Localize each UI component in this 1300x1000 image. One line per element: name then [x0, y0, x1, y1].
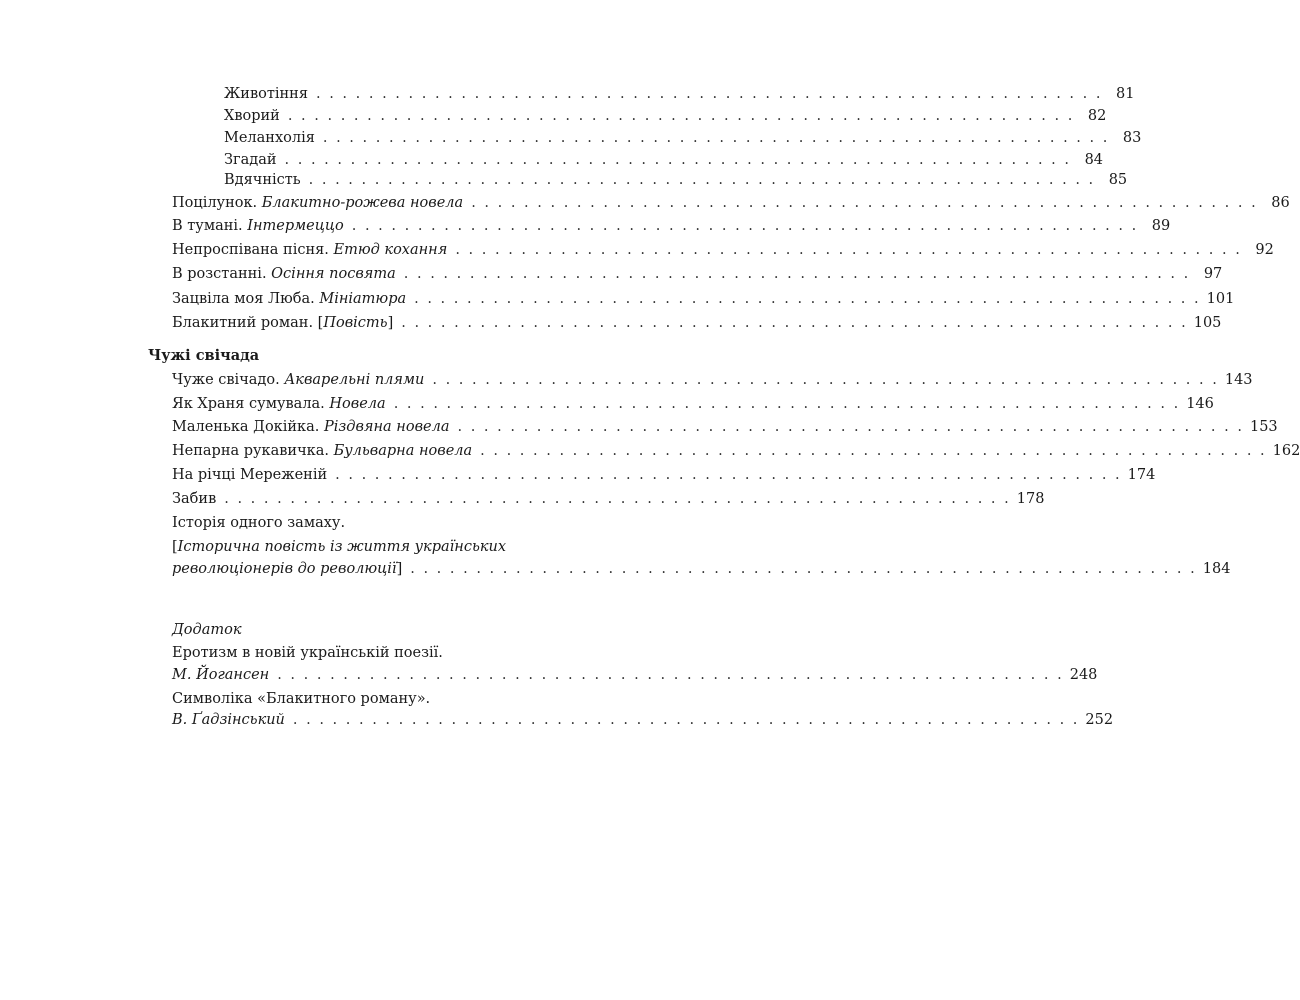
dot-leader: . . . . . . . . . . . . . . . . . . . . . . . . . . . . . . . . . . . . . . . . . . . . . . . . . . . . . . . . . . . .: [432, 372, 1219, 388]
entry-title: В тумані. Інтермеццо: [172, 218, 344, 234]
entry-title: Блакитний роман. [Повість]: [172, 315, 394, 331]
toc-entry: [172, 665, 1098, 685]
dot-leader: . . . . . . . . . . . . . . . . . . . . . . . . . . . . . . . . . . . . . . . . . . . . . . . . . . . . . . . . . . . .: [315, 86, 1103, 102]
page-number: 86: [1271, 195, 1290, 211]
dot-leader: . . . . . . . . . . . . . . . . . . . . . . . . . . . . . . . . . . . . . . . . . . . . . . . . . . . . . . . . . . . .: [335, 467, 1122, 483]
dot-leader: . . . . . . . . . . . . . . . . . . . . . . . . . . . . . . . . . . . . . . . . . . . . . . . . . . . . . . . . . . . .: [322, 130, 1110, 146]
page-number: 153: [1249, 419, 1278, 435]
toc-entry: [172, 441, 1300, 461]
toc-entry: [172, 240, 1274, 260]
toc-entry: [224, 170, 1128, 190]
dot-leader: . . . . . . . . . . . . . . . . . . . . . . . . . . . . . . . . . . . . . . . . . . . . . . . . . . . . . . . . . . . .: [287, 108, 1075, 124]
dot-leader: . . . . . . . . . . . . . . . . . . . . . . . . . . . . . . . . . . . . . . . . . . . . . . . . . . . . . . . . . . . .: [351, 218, 1139, 234]
appendix-heading: Додаток: [172, 622, 242, 638]
page-number: 248: [1069, 667, 1098, 683]
entry-subtitle: Мініатюра: [319, 291, 407, 307]
entry-title: Животіння: [224, 86, 308, 102]
page-number: 82: [1087, 108, 1107, 124]
page-number: 83: [1122, 130, 1142, 146]
toc-entry: [172, 394, 1214, 414]
entry-subtitle: Бульварна новела: [333, 443, 473, 459]
dot-leader: . . . . . . . . . . . . . . . . . . . . . . . . . . . . . . . . . . . . . . . . . . . . . . . . . . . . . . . . . . . .: [455, 242, 1242, 258]
entry-title-line: Еротизм в новій українській поезії.: [172, 645, 443, 661]
page-number: 162: [1272, 443, 1300, 459]
dot-leader: . . . . . . . . . . . . . . . . . . . . . . . . . . . . . . . . . . . . . . . . . . . . . . . . . . . . . . . . . . . .: [457, 419, 1244, 435]
dot-leader: . . . . . . . . . . . . . . . . . . . . . . . . . . . . . . . . . . . . . . . . . . . . . . . . . . . . . . . . . . . .: [410, 561, 1197, 577]
toc-entry: [172, 289, 1235, 309]
entry-subtitle-line: [Історична повість із життя українських: [172, 539, 507, 555]
entry-title: Вдячність: [224, 172, 301, 188]
entry-title: Маленька Докійка. Різдвяна новела: [172, 419, 450, 435]
dot-leader: . . . . . . . . . . . . . . . . . . . . . . . . . . . . . . . . . . . . . . . . . . . . . . . . . . . . . . . . . . . .: [292, 712, 1080, 728]
entry-title: Непарна рукавичка. Бульварна новела: [172, 443, 473, 459]
entry-title: Як Храня сумувала. Новела: [172, 396, 386, 412]
entry-title: Забив: [172, 491, 217, 507]
page-number: 146: [1186, 396, 1214, 412]
toc-entry: [172, 370, 1253, 390]
dot-leader: . . . . . . . . . . . . . . . . . . . . . . . . . . . . . . . . . . . . . . . . . . . . . . . . . . . . . . . . . . . .: [224, 491, 1011, 507]
entry-subtitle: Осіння посвята: [271, 266, 396, 282]
toc-entry: [224, 150, 1104, 170]
dot-leader: . . . . . . . . . . . . . . . . . . . . . . . . . . . . . . . . . . . . . . . . . . . . . . . . . . . . . . . . . . . .: [393, 396, 1181, 412]
toc-entry: [172, 465, 1156, 485]
entry-subtitle: Новела: [329, 396, 386, 412]
page-number: 89: [1151, 218, 1171, 234]
entry-title: Непроспівана пісня. Етюд кохання: [172, 242, 448, 258]
page-number: 252: [1085, 712, 1114, 728]
entry-subtitle: Інтермеццо: [247, 218, 344, 234]
page-number: 143: [1224, 372, 1253, 388]
entry-author: В. Ґадзінський: [172, 712, 285, 728]
toc-entry: [172, 710, 1114, 730]
page-number: 178: [1016, 491, 1045, 507]
dot-leader: . . . . . . . . . . . . . . . . . . . . . . . . . . . . . . . . . . . . . . . . . . . . . . . . . . . . . . . . . . . .: [403, 266, 1191, 282]
entry-subtitle: Повість: [323, 315, 388, 331]
entry-author: М. Йогансен: [172, 667, 270, 683]
toc-entry: [172, 313, 1222, 333]
page-number: 81: [1116, 86, 1135, 102]
entry-title: В розстанні. Осіння посвята: [172, 266, 396, 282]
entry-title: революціонерів до революції]: [172, 561, 403, 577]
dot-leader: . . . . . . . . . . . . . . . . . . . . . . . . . . . . . . . . . . . . . . . . . . . . . . . . . . . . . . . . . . . .: [277, 667, 1064, 683]
dot-leader: . . . . . . . . . . . . . . . . . . . . . . . . . . . . . . . . . . . . . . . . . . . . . . . . . . . . . . . . . . . .: [308, 172, 1096, 188]
toc-entry: [172, 559, 1231, 579]
entry-subtitle: Акварельні плями: [284, 372, 425, 388]
entry-title: На річці Мереженій: [172, 467, 328, 483]
toc-entry: [224, 106, 1107, 126]
page-number: 84: [1084, 152, 1104, 168]
entry-title: Поцілунок. Блакитно-рожева новела: [172, 195, 464, 211]
toc-entry: [172, 193, 1290, 213]
toc-entry: [224, 128, 1142, 148]
page-number: 97: [1203, 266, 1223, 282]
dot-leader: . . . . . . . . . . . . . . . . . . . . . . . . . . . . . . . . . . . . . . . . . . . . . . . . . . . . . . . . . . . .: [401, 315, 1188, 331]
entry-title-line: Історія одного замаху.: [172, 515, 346, 531]
toc-entry: [172, 216, 1171, 236]
dot-leader: . . . . . . . . . . . . . . . . . . . . . . . . . . . . . . . . . . . . . . . . . . . . . . . . . . . . . . . . . . . .: [471, 195, 1258, 211]
toc-entry: [224, 84, 1135, 104]
toc-entry: [172, 417, 1278, 437]
entry-title: Хворий: [224, 108, 280, 124]
dot-leader: . . . . . . . . . . . . . . . . . . . . . . . . . . . . . . . . . . . . . . . . . . . . . . . . . . . . . . . . . . . .: [480, 443, 1267, 459]
page-number: 92: [1255, 242, 1274, 258]
entry-title: Зацвіла моя Люба. Мініатюра: [172, 291, 407, 307]
dot-leader: . . . . . . . . . . . . . . . . . . . . . . . . . . . . . . . . . . . . . . . . . . . . . . . . . . . . . . . . . . . .: [284, 152, 1072, 168]
entry-subtitle: Етюд кохання: [333, 242, 448, 258]
entry-subtitle: Блакитно-рожева новела: [261, 195, 464, 211]
section-heading: Чужі свічада: [148, 347, 260, 364]
page-number: 85: [1108, 172, 1128, 188]
entry-title: Згадай: [224, 152, 277, 168]
page-number: 184: [1202, 561, 1231, 577]
entry-subtitle: Різдвяна новела: [323, 419, 450, 435]
page-number: 174: [1127, 467, 1156, 483]
entry-title-line: Символіка «Блакитного роману».: [172, 691, 431, 707]
entry-title: Меланхолія: [224, 130, 315, 146]
entry-title: Чуже свічадо. Акварельні плями: [172, 372, 425, 388]
page-number: 101: [1206, 291, 1235, 307]
toc-entry: [172, 489, 1045, 509]
toc-entry: [172, 264, 1223, 284]
page-number: 105: [1193, 315, 1222, 331]
dot-leader: . . . . . . . . . . . . . . . . . . . . . . . . . . . . . . . . . . . . . . . . . . . . . . . . . . . . . . . . . . . .: [414, 291, 1201, 307]
